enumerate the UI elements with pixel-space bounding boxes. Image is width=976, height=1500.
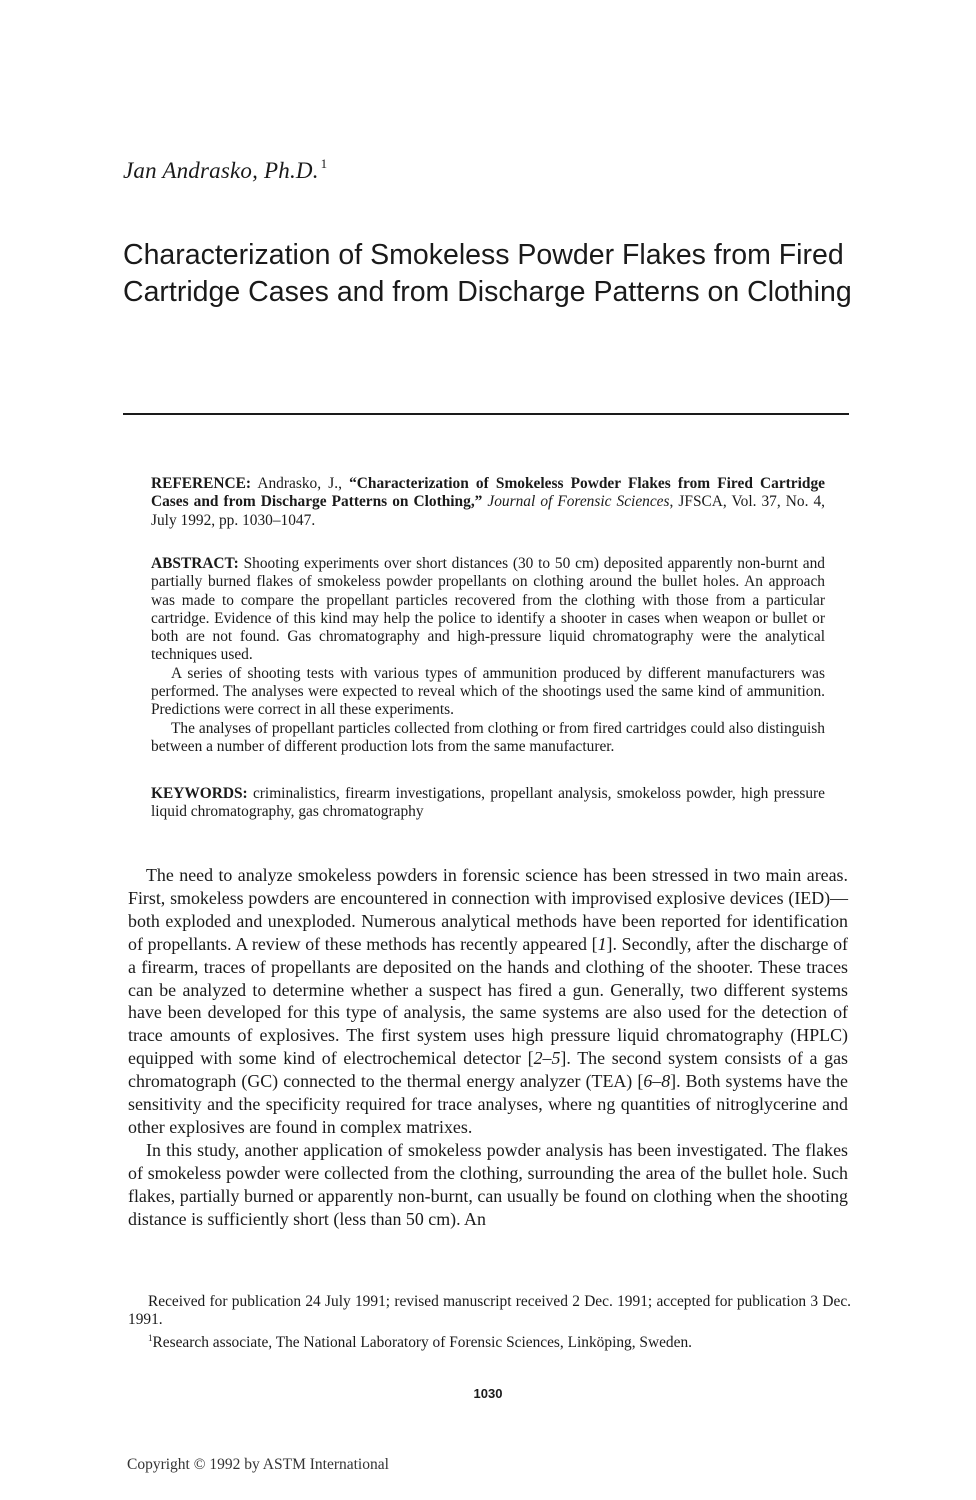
keywords-label: KEYWORDS:	[151, 785, 248, 802]
reference-journal: Journal of Forensic Sciences	[482, 493, 670, 511]
abstract-block	[151, 555, 825, 756]
footnote-affiliation-text: Research associate, The National Laboratory of Forensic Sciences, Linköping, Sweden.	[152, 1334, 693, 1351]
citation-ref: 2–5	[533, 1048, 561, 1069]
keywords-text: criminalistics, firearm investigations, propellant analysis, smokeloss powder, high pressure liquid chromatography, gas chromatography	[151, 785, 825, 821]
author-name	[123, 156, 327, 184]
abstract-paragraph: The analyses of propellant particles collected from clothing or from fired cartridges could also distinguish between a number of different production lots from the same manufacturer.	[151, 719, 825, 755]
author-footnote-mark: 1	[320, 156, 328, 171]
footnote-mark: 1	[148, 1333, 153, 1343]
body-paragraph: In this study, another application of smokeless powder analysis has been investigated. The flakes of smokeless powder were collected from the clothing, surrounding the area of the bullet hole. Such flakes, partially burned or apparently non-burnt, can usually be found on clothing when the shooting distance is sufficiently short (less than 50 cm). An	[128, 1139, 848, 1229]
body-text-run: ]. The second system consists of a gas chromatograph (GC) connected to the thermal energy analyzer (TEA) [	[128, 1048, 848, 1092]
footnotes	[128, 1293, 851, 1352]
body-text-run: The need to analyze smokeless powders in forensic science has been stressed in two main areas. First, smokeless powders are encountered in connection with improvised explosive devices (IED)—both exploded and unexploded. Numerous analytical methods have been reported for identification of propellants. A review of these methods has recently appeared [	[128, 865, 848, 954]
author-text: Jan Andrasko, Ph.D.	[123, 158, 319, 183]
reference-label: REFERENCE:	[151, 475, 252, 492]
page-number: 1030	[473, 1386, 503, 1401]
footnote-received: Received for publication 24 July 1991; revised manuscript received 2 Dec. 1991; accepted for publication 3 Dec. 1991.	[128, 1293, 851, 1328]
keywords-block	[151, 785, 825, 822]
reference-details: , JFSCA, Vol. 37, No. 4, July 1992, pp. 1030–1047.	[151, 493, 826, 529]
citation-ref: 1	[597, 933, 607, 954]
reference-article-title: “Characterization of Smokeless Powder Flakes from Fired Cartridge Cases and from Discharge Patterns on Clothing,”	[151, 475, 826, 511]
body-text-run: ]. Both systems have the sensitivity and the specificity required for trace analyses, where ng quantities of nitroglycerine and other explosives are found in complex matrixes.	[128, 1071, 848, 1137]
body-text-run: ]. Secondly, after the discharge of a firearm, traces of propellants are deposited on the hands and clothing of the shooter. These traces can be analyzed to determine whether a suspect has fired a gun. Generally, two different systems have been developed for this type of analysis, the same systems are also used for the detection of trace amounts of explosives. The first system uses high pressure liquid chromatography (HPLC) equipped with some kind of electrochemical detector [	[128, 933, 848, 1069]
abstract-paragraph: A series of shooting tests with various types of ammunition produced by different manufacturers was performed. The analyses were expected to reveal which of the shootings used the same kind of ammunition. Predictions were correct in all these experiments.	[151, 664, 825, 719]
citation-ref: 6–8	[643, 1071, 671, 1092]
article-title: Characterization of Smokeless Powder Flakes from Fired Cartridge Cases and from Discharge Patterns on Clothing	[123, 239, 852, 308]
body-text	[128, 864, 848, 1231]
abstract-label: ABSTRACT:	[151, 555, 239, 572]
abstract-paragraph: Shooting experiments over short distances (30 to 50 cm) deposited apparently non-burnt and partially burned flakes of smokeless powder propellants on clothing around the bullet holes. An approach was made to compare the propellant particles recovered from the clothing with those from a particular cartridge. Evidence of this kind may help the police to identify a shooter in cases when weapon or bullet or both are not found. Gas chromatography and high-pressure liquid chromatography were the analytical techniques used.	[151, 555, 825, 664]
copyright-notice: Copyright © 1992 by ASTM International	[127, 1456, 389, 1473]
reference-block	[151, 475, 825, 530]
title-divider	[123, 413, 849, 415]
footnote-affiliation	[128, 1329, 851, 1352]
body-paragraph	[128, 864, 848, 1139]
reference-authors: Andrasko, J.,	[251, 475, 350, 492]
